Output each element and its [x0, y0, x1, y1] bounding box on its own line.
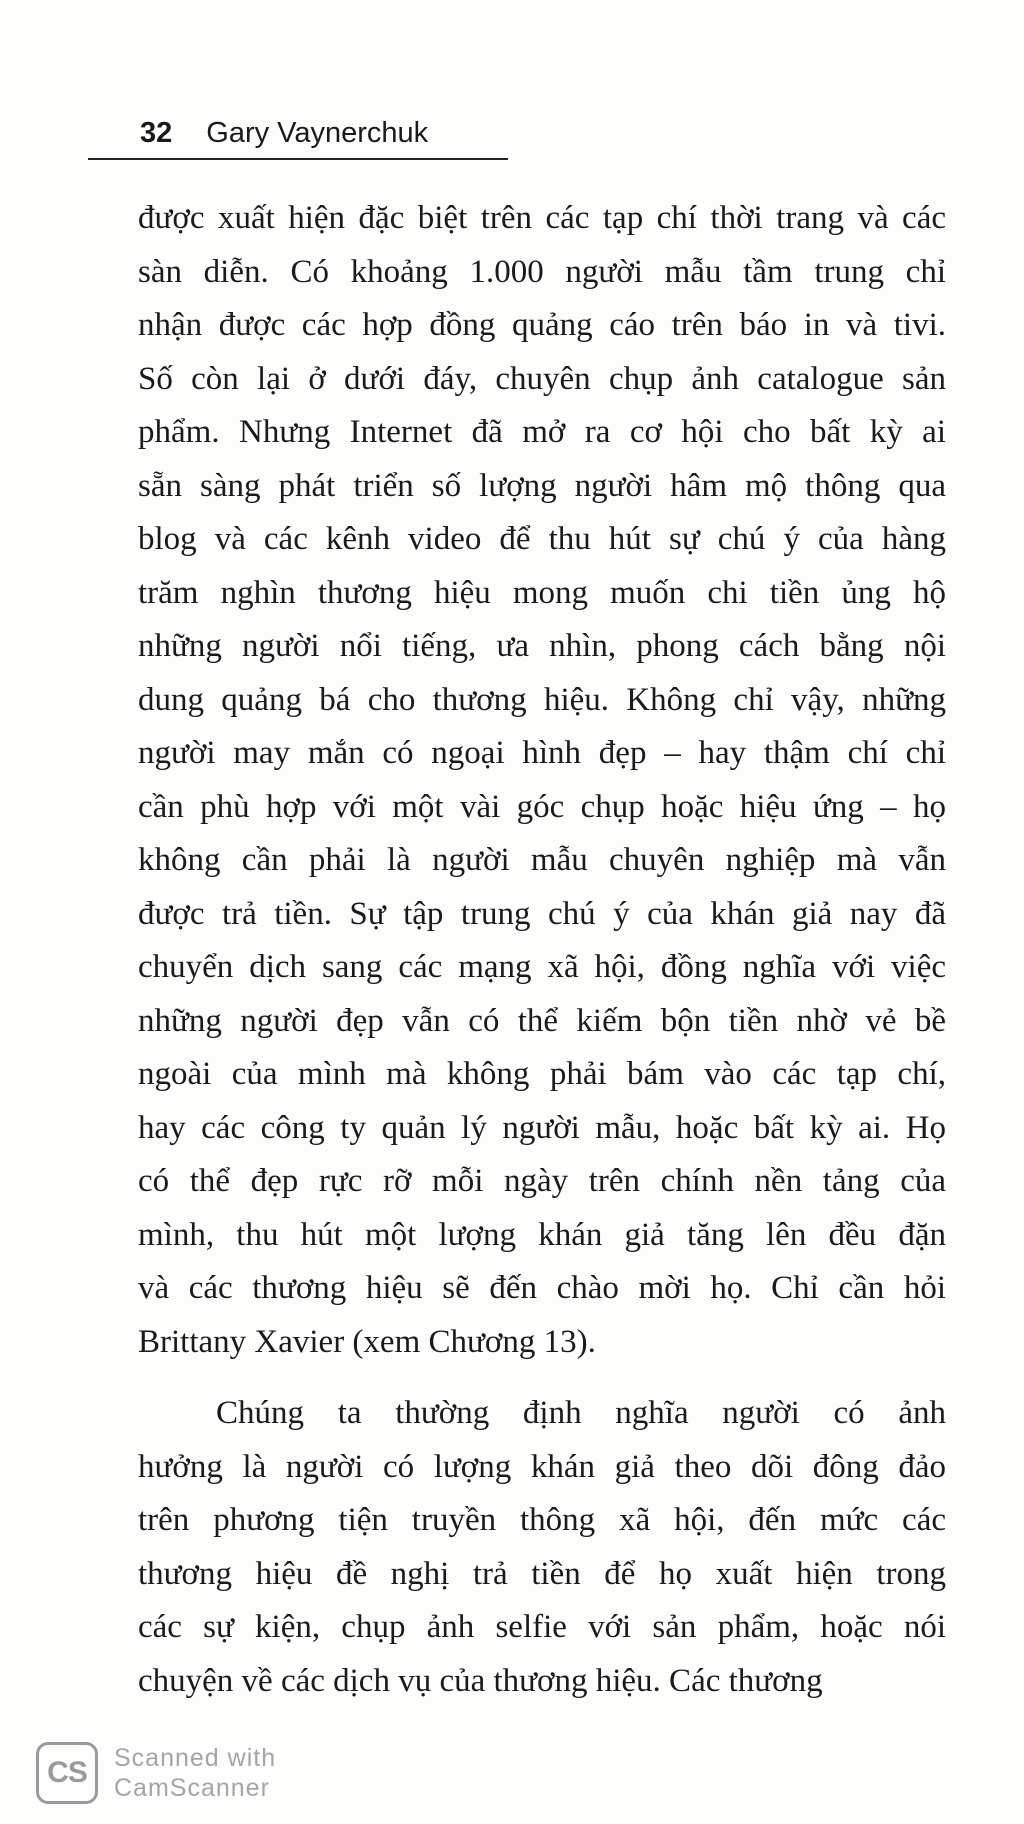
paragraph-2	[138, 1387, 946, 1708]
text-line: những người đẹp vẫn có thể kiếm bộn tiền nhờ vẻ bề	[138, 1002, 946, 1039]
text-line: chuyện về các dịch vụ của thương hiệu. Các thương	[138, 1662, 823, 1699]
text-line: và các thương hiệu sẽ đến chào mời họ. Chỉ cần hỏi	[138, 1270, 946, 1306]
text-line: được trả tiền. Sự tập trung chú ý của khán giả nay đã	[138, 895, 946, 932]
text-line: Brittany Xavier (xem Chương 13).	[138, 1323, 596, 1360]
text-line: hay các công ty quản lý người mẫu, hoặc bất kỳ ai. Họ	[138, 1109, 946, 1146]
camscanner-logo-icon: CS	[36, 1742, 98, 1804]
text-line: phẩm. Nhưng Internet đã mở ra cơ hội cho bất kỳ ai	[138, 414, 946, 450]
text-line: sàn diễn. Có khoảng 1.000 người mẫu tầm trung chỉ	[138, 253, 946, 290]
text-line: Số còn lại ở dưới đáy, chuyên chụp ảnh catalogue sản	[138, 360, 946, 397]
watermark-line-1: Scanned with	[114, 1744, 277, 1772]
text-line: chuyển dịch sang các mạng xã hội, đồng nghĩa với việc	[138, 949, 946, 985]
page-number: 32	[140, 117, 173, 149]
text-line: hưởng là người có lượng khán giả theo dõi đông đảo	[138, 1448, 946, 1485]
body-text	[138, 192, 946, 1708]
text-line: trăm nghìn thương hiệu mong muốn chi tiền ủng hộ	[138, 574, 946, 611]
text-line: nhận được các hợp đồng quảng cáo trên báo in và tivi.	[138, 307, 946, 343]
paragraph-1	[138, 192, 946, 1369]
text-line: thương hiệu đề nghị trả tiền để họ xuất hiện trong	[138, 1555, 946, 1592]
text-line: mình, thu hút một lượng khán giả tăng lên đều đặn	[138, 1216, 946, 1253]
text-line: blog và các kênh video để thu hút sự chú ý của hàng	[138, 521, 946, 557]
text-line: dung quảng bá cho thương hiệu. Không chỉ vậy, những	[138, 681, 946, 718]
running-header	[88, 108, 508, 160]
text-line: ngoài của mình mà không phải bám vào các tạp chí,	[138, 1056, 946, 1092]
watermark-line-2: CamScanner	[114, 1774, 270, 1802]
text-line: trên phương tiện truyền thông xã hội, đến mức các	[138, 1502, 946, 1538]
text-line: người may mắn có ngoại hình đẹp – hay thậm chí chỉ	[138, 735, 946, 771]
text-line: được xuất hiện đặc biệt trên các tạp chí thời trang và các	[138, 200, 946, 236]
header-author: Gary Vaynerchuk	[206, 117, 429, 149]
watermark-text	[114, 1743, 276, 1803]
text-line: các sự kiện, chụp ảnh selfie với sản phẩm, hoặc nói	[138, 1609, 946, 1645]
text-line: không cần phải là người mẫu chuyên nghiệp mà vẫn	[138, 842, 946, 878]
text-line: có thể đẹp rực rỡ mỗi ngày trên chính nền tảng của	[138, 1163, 946, 1199]
camscanner-watermark	[36, 1740, 276, 1806]
text-line: cần phù hợp với một vài góc chụp hoặc hiệu ứng – họ	[138, 788, 946, 825]
text-line: sẵn sàng phát triển số lượng người hâm mộ thông qua	[138, 467, 946, 504]
text-line: Chúng ta thường định nghĩa người có ảnh	[216, 1395, 946, 1431]
text-line: những người nổi tiếng, ưa nhìn, phong cách bằng nội	[138, 628, 946, 664]
